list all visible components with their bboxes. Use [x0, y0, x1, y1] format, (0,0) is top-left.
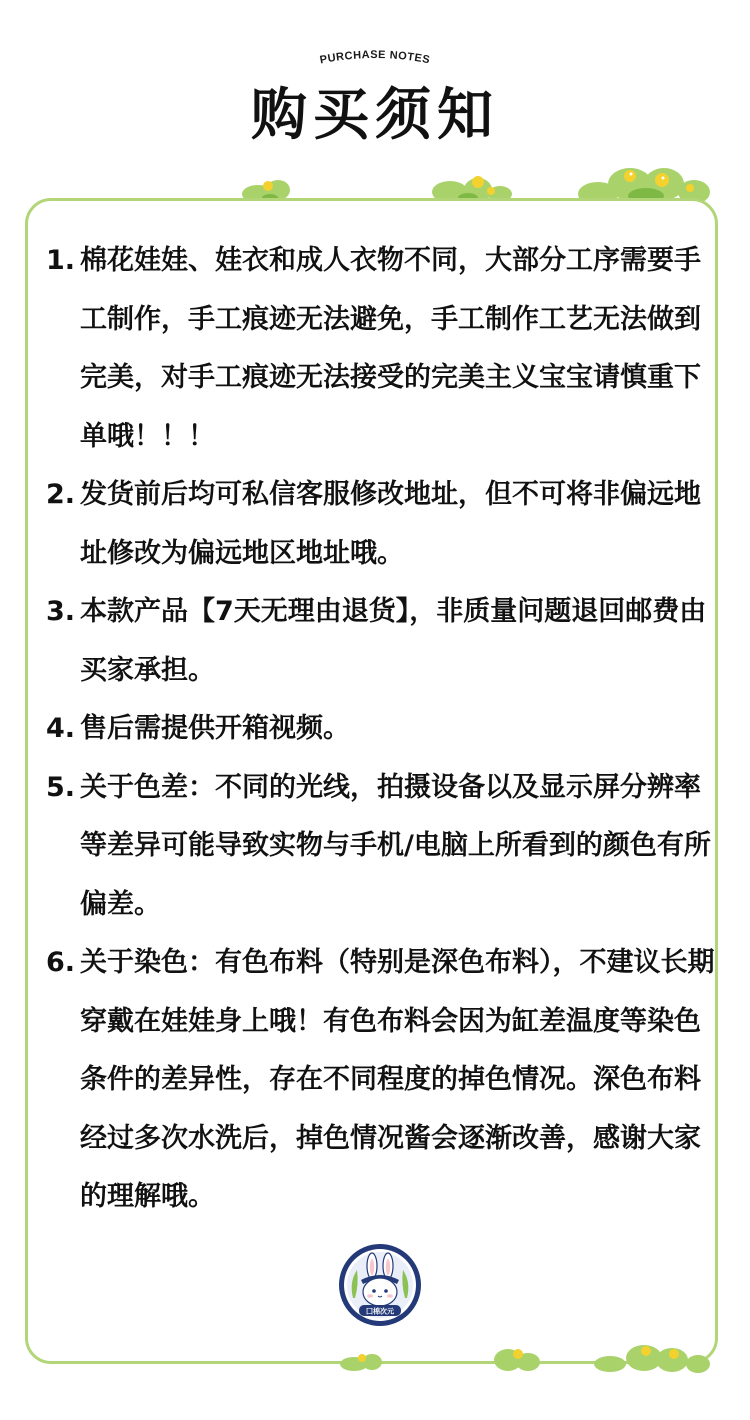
- note-number: 5.: [46, 771, 76, 803]
- note-item: [46, 583, 716, 700]
- note-item: [46, 700, 716, 759]
- subtitle-text: PURCHASE NOTES: [318, 48, 432, 67]
- note-item: [46, 759, 716, 935]
- note-text: 关于染色：有色布料（特别是深色布料），不建议长期穿戴在娃娃身上哦！有色布料会因为缸差温度等染色条件的差异性，存在不同程度的掉色情况。深色布料经过多次水洗后，掉色情况酱会逐渐改善，感谢大家的理解哦。: [80, 947, 715, 1212]
- logo-text: 囗棉次元: [366, 1307, 394, 1316]
- note-text: 棉花娃娃、娃衣和成人衣物不同，大部分工序需要手工制作，手工痕迹无法避免，手工制作工艺无法做到完美，对手工痕迹无法接受的完美主义宝宝请慎重下单哦！！！: [80, 245, 701, 452]
- note-text: 本款产品【7天无理由退货】，非质量问题退回邮费由买家承担。: [80, 596, 707, 686]
- brand-logo: [337, 1242, 423, 1328]
- note-number: 3.: [46, 596, 76, 627]
- note-text: 发货前后均可私信客服修改地址，但不可将非偏远地址修改为偏远地区地址哦。: [80, 479, 701, 569]
- note-number: 2.: [46, 479, 76, 510]
- subtitle: [0, 0, 750, 80]
- note-number: 1.: [46, 245, 76, 276]
- notes-list: [46, 232, 716, 1227]
- decorative-bushes-bottom: [0, 1338, 750, 1378]
- note-number: 4.: [46, 713, 76, 744]
- note-item: [46, 466, 716, 583]
- note-text: 售后需提供开箱视频。: [80, 713, 350, 744]
- note-number: 6.: [46, 947, 76, 978]
- page-title: 购买须知: [251, 83, 499, 148]
- note-text: 关于色差：不同的光线，拍摄设备以及显示屏分辨率等差异可能导致实物与手机/电脑上所看到的颜色有所偏差。: [80, 771, 711, 920]
- note-item: [46, 232, 716, 466]
- note-item: [46, 934, 716, 1227]
